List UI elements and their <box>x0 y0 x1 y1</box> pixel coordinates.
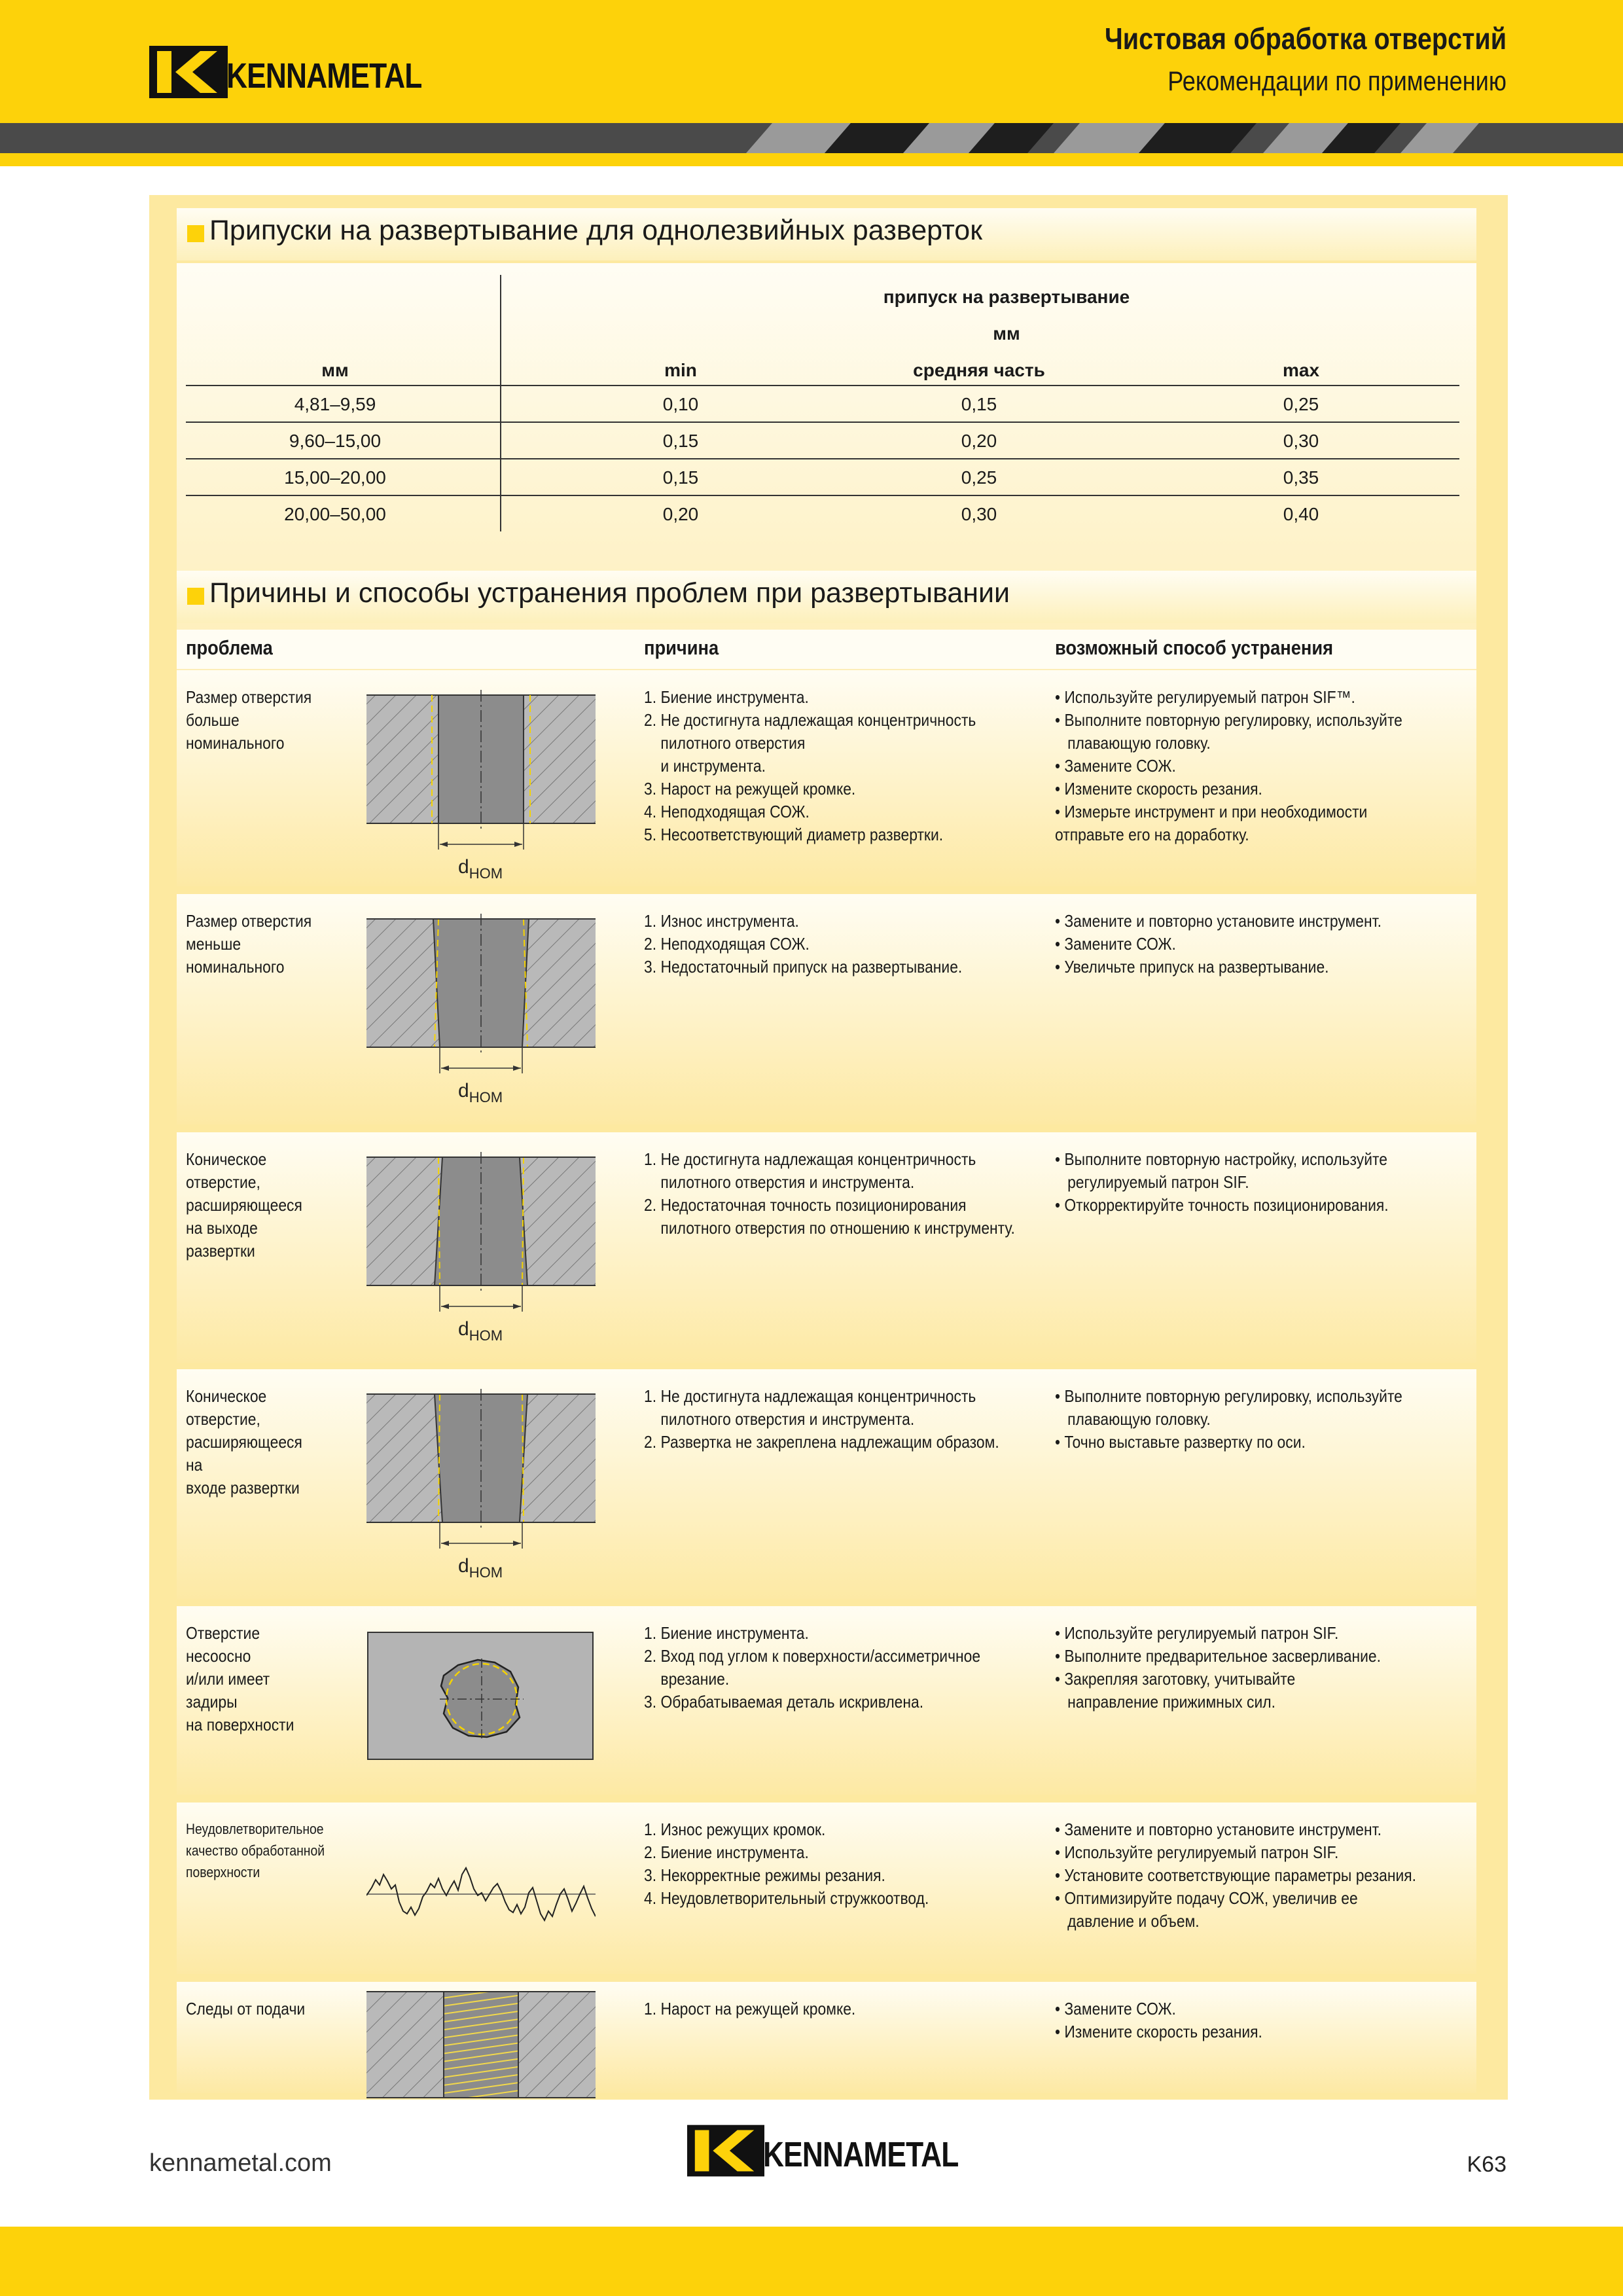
taper-exit-hole-icon <box>366 1145 596 1355</box>
troubleshooting-title: Причины и способы устранения проблем при развертывании <box>209 577 1010 609</box>
svg-text:dНОМ <box>458 856 503 880</box>
content-panel <box>149 195 1508 2100</box>
allowance-title: Припуски на развертывание для однолезвийных разверток <box>209 215 983 246</box>
allowance-group-label: припуск на развертывание <box>883 287 1130 307</box>
d-nom-subscript: НОМ <box>469 1089 503 1105</box>
row-min: 0,15 <box>662 467 699 488</box>
problem-text: Коническое отверстие, расширяющееся на входе развертки <box>186 1386 302 1498</box>
fix-text: • Выполните повторную регулировку, используйте плавающую головку. • Точно выставьте развертку по оси. <box>1055 1386 1402 1452</box>
footer-url[interactable]: kennametal.com <box>149 2149 332 2177</box>
kennametal-k-icon <box>687 2125 764 2177</box>
page-subtitle: Рекомендации по применению <box>1168 65 1507 96</box>
table-row <box>177 1982 1476 2093</box>
col-diameter: мм <box>321 360 349 380</box>
allowance-group-unit: мм <box>993 323 1020 344</box>
row-diameter: 20,00–50,00 <box>284 504 386 524</box>
row-max: 0,35 <box>1283 467 1319 488</box>
oversize-hole-icon <box>366 683 596 880</box>
table-rule <box>186 385 1459 386</box>
d-nom-label: d <box>458 1555 469 1577</box>
troubleshooting-section-header <box>177 571 1476 623</box>
d-nom-subscript: НОМ <box>469 865 503 880</box>
problem-text: Коническое отверстие, расширяющееся на выходе развертки <box>186 1149 302 1261</box>
row-max: 0,25 <box>1283 394 1319 414</box>
table-rule <box>186 422 1459 423</box>
table-row <box>177 1132 1476 1363</box>
problem-text: Размер отверстия больше номинального <box>186 687 312 753</box>
fix-text: • Замените СОЖ. • Измените скорость резания. <box>1055 1999 1262 2041</box>
fix-text: • Используйте регулируемый патрон SIF™. • Выполните повторную регулировку, используйте плавающую головку. • Замените СОЖ. • Измените скорость резания. • Измерьте инструмент и при необходимости отправьте его на доработку. <box>1055 687 1402 844</box>
table-divider <box>500 275 501 531</box>
allowance-section-header <box>177 208 1476 260</box>
undersize-hole-icon <box>366 907 596 1117</box>
cause-text: 1. Не достигнута надлежащая концентричность пилотного отверстия и инструмента. 2. Недостаточная точность позиционирования пилотного отверстия по отношению к инструменту. <box>644 1149 1015 1238</box>
svg-text:dНОМ <box>458 1080 503 1105</box>
cause-text: 1. Износ инструмента. 2. Неподходящая СОЖ. 3. Недостаточный припуск на развертывание. <box>644 911 963 977</box>
table-row <box>177 1606 1476 1795</box>
kennametal-k-icon <box>149 46 228 98</box>
svg-text:dНОМ <box>458 1318 503 1344</box>
fix-text: • Используйте регулируемый патрон SIF. • Выполните предварительное засверливание. • Закрепляя заготовку, учитывайте направление прижимных сил. <box>1055 1623 1381 1712</box>
footer-band <box>0 2227 1623 2296</box>
fix-text: • Замените и повторно установите инструмент. • Используйте регулируемый патрон SIF. • Установите соответствующие параметры резания. • Оптимизируйте подачу СОЖ, увеличив ее давление и объем. <box>1055 1820 1417 1931</box>
cause-text: 1. Нарост на режущей кромке. <box>644 1999 856 2018</box>
taper-entry-hole-icon <box>366 1382 596 1592</box>
col-fix: возможный способ устранения <box>1055 636 1334 659</box>
row-min: 0,20 <box>662 504 699 524</box>
row-diameter: 15,00–20,00 <box>284 467 386 488</box>
troubleshooting-column-headers <box>177 630 1476 669</box>
footer-logo <box>687 2125 1001 2177</box>
row-diameter: 9,60–15,00 <box>289 431 382 451</box>
page-number: K63 <box>1467 2152 1507 2177</box>
table-row <box>177 894 1476 1124</box>
problem-text: Отверстие несоосно и/или имеет задиры на поверхности <box>186 1623 294 1734</box>
fix-text: • Замените и повторно установите инструмент. • Замените СОЖ. • Увеличьте припуск на развертывание. <box>1055 911 1382 977</box>
col-max: max <box>1282 360 1320 380</box>
header-stripe <box>0 123 1623 153</box>
table-rule <box>186 495 1459 496</box>
d-nom-label: d <box>458 1318 469 1340</box>
d-nom-label: d <box>458 1080 469 1102</box>
row-mid: 0,30 <box>961 504 997 524</box>
surface-roughness-icon <box>366 1848 596 1940</box>
row-mid: 0,20 <box>961 431 997 451</box>
header-stripe-yellow <box>0 153 1623 166</box>
section-square-icon <box>187 588 204 605</box>
row-mid: 0,15 <box>961 394 997 414</box>
cause-text: 1. Износ режущих кромок. 2. Биение инструмента. 3. Некорректные режимы резания. 4. Неудовлетворительный стружкоотвод. <box>644 1820 929 1908</box>
table-row <box>177 1369 1476 1600</box>
cause-text: 1. Не достигнута надлежащая концентричность пилотного отверстия и инструмента. 2. Развертка не закреплена надлежащим образом. <box>644 1386 999 1452</box>
col-cause: причина <box>644 636 719 659</box>
header-band <box>0 0 1623 123</box>
section-square-icon <box>187 225 204 242</box>
footer-brand-name: KENNAMETAL <box>763 2135 959 2174</box>
col-mid: средняя часть <box>913 360 1045 380</box>
problem-text: Размер отверстия меньше номинального <box>186 911 312 977</box>
row-max: 0,30 <box>1283 431 1319 451</box>
table-row <box>177 670 1476 886</box>
row-mid: 0,25 <box>961 467 997 488</box>
d-nom-subscript: НОМ <box>469 1564 503 1581</box>
col-problem: проблема <box>186 636 273 659</box>
table-row <box>177 1803 1476 1974</box>
row-diameter: 4,81–9,59 <box>294 394 376 414</box>
misaligned-hole-icon <box>366 1619 596 1763</box>
row-min: 0,15 <box>662 431 699 451</box>
row-max: 0,40 <box>1283 504 1319 524</box>
fix-text: • Выполните повторную настройку, используйте регулируемый патрон SIF. • Откорректируйте точность позиционирования. <box>1055 1149 1389 1215</box>
kennametal-logo <box>149 46 465 98</box>
col-min: min <box>664 360 697 380</box>
problem-text: Неудовлетворительное качество обработанной поверхности <box>186 1821 325 1880</box>
row-min: 0,10 <box>662 394 699 414</box>
d-nom-label: d <box>458 856 469 878</box>
feed-marks-icon <box>366 1991 596 2102</box>
brand-name: KENNAMETAL <box>226 56 422 96</box>
d-nom-subscript: НОМ <box>469 1327 503 1344</box>
cause-text: 1. Биение инструмента. 2. Не достигнута надлежащая концентричность пилотного отверстия и инструмента. 3. Нарост на режущей кромке. 4. Неподходящая СОЖ. 5. Несоответствующий диаметр развертки. <box>644 687 976 844</box>
svg-text:dНОМ <box>458 1555 503 1581</box>
problem-text: Следы от подачи <box>186 1999 306 2018</box>
page-title: Чистовая обработка отверстий <box>1104 22 1507 56</box>
cause-text: 1. Биение инструмента. 2. Вход под углом к поверхности/ассиметричное врезание. 3. Обрабатываемая деталь искривлена. <box>644 1623 981 1712</box>
table-rule <box>186 458 1459 459</box>
